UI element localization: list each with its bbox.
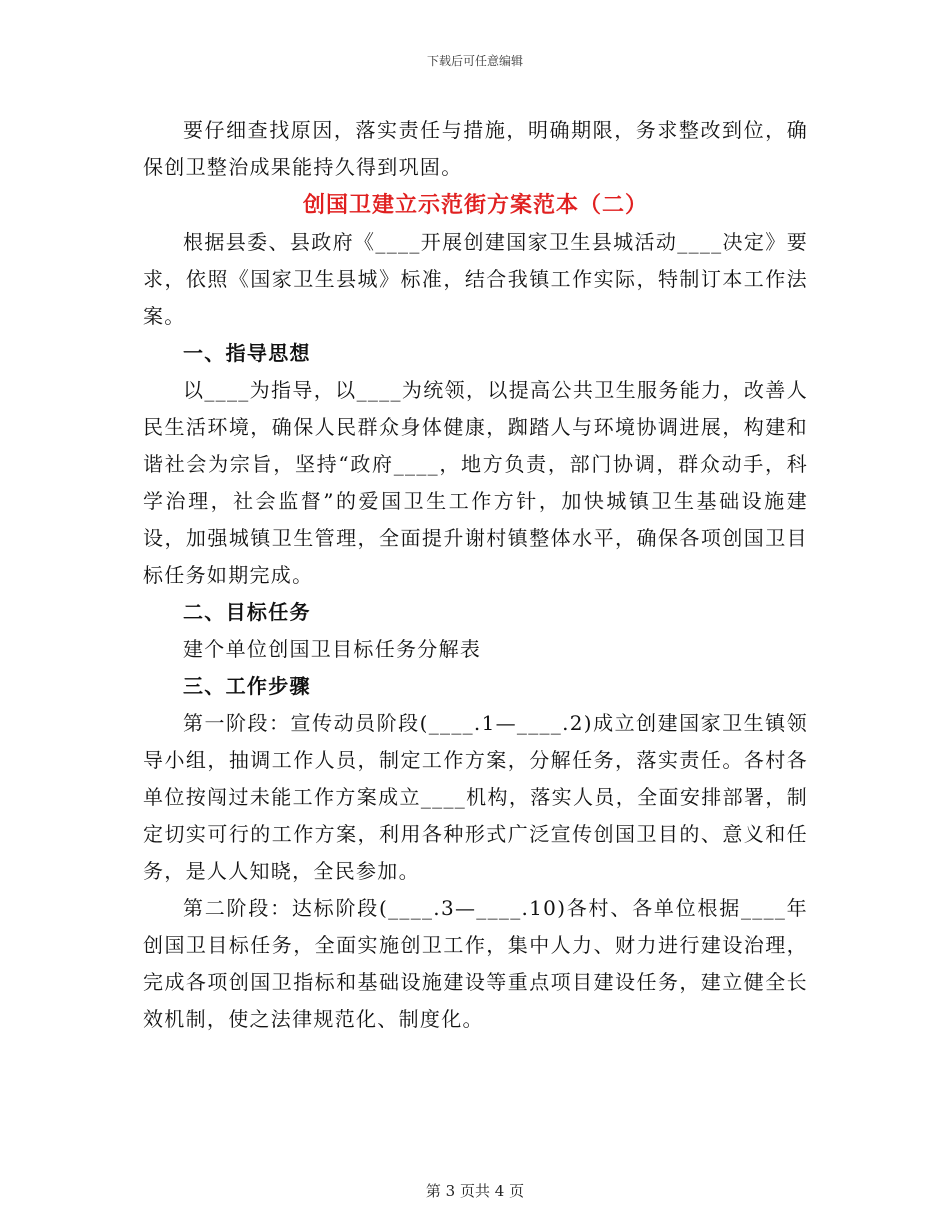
paragraph-targets: 建个单位创国卫目标任务分解表 — [183, 637, 482, 661]
section-heading-guiding-ideology: 一、指导思想 — [183, 341, 311, 365]
page-header: 下载后可任意编辑 — [426, 54, 523, 68]
section-heading-work-steps: 三、工作步骤 — [183, 674, 311, 698]
document-title: 创国卫建立示范街方案范本（二） — [302, 192, 648, 218]
page-footer: 第 3 页共 4 页 — [425, 1182, 525, 1200]
paragraph-intro: 要仔细查找原因，落实责任与措施，明确期限，务求整改到位，确保创卫整治成果能持久得到巩固。 — [143, 118, 808, 179]
section-heading-targets: 二、目标任务 — [183, 600, 311, 624]
paragraph-stage-two: 第二阶段：达标阶段(____.3—____.10)各村、各单位根据____年创国卫目标任务，全面实施创卫工作，集中人力、财力进行建设治理，完成各项创国卫指标和基础设施建设等重点项目建设任务，建立健全长效机制，使之法律规范化、制度化。 — [143, 896, 808, 1031]
paragraph-guiding-ideology: 以____为指导，以____为统领，以提高公共卫生服务能力，改善人民生活环境，确保人民群众身体健康，踟踏人与环境协调进展，构建和谐社会为宗旨，坚持“政府____，地方负责，部门协调，群众动手，科学治理，社会监督”的爱国卫生工作方针，加快城镇卫生基础设施建设，加强城镇卫生管理，全面提升谢村镇整体水平，确保各项创国卫目标任务如期完成。 — [143, 378, 808, 587]
document-body — [143, 112, 808, 1038]
paragraph-stage-one: 第一阶段：宣传动员阶段(____.1—____.2)成立创建国家卫生镇领导小组，抽调工作人员，制定工作方案，分解任务，落实责任。各村各单位按闯过未能工作方案成立____机构，落实人员，全面安排部署，制定切实可行的工作方案，利用各种形式广泛宣传创国卫目的、意义和任务，是人人知晓，全民参加。 — [143, 711, 808, 883]
paragraph-basis: 根据县委、县政府《____开展创建国家卫生县城活动____决定》要求，依照《国家卫生县城》标准，结合我镇工作实际，特制订本工作法案。 — [143, 230, 808, 328]
